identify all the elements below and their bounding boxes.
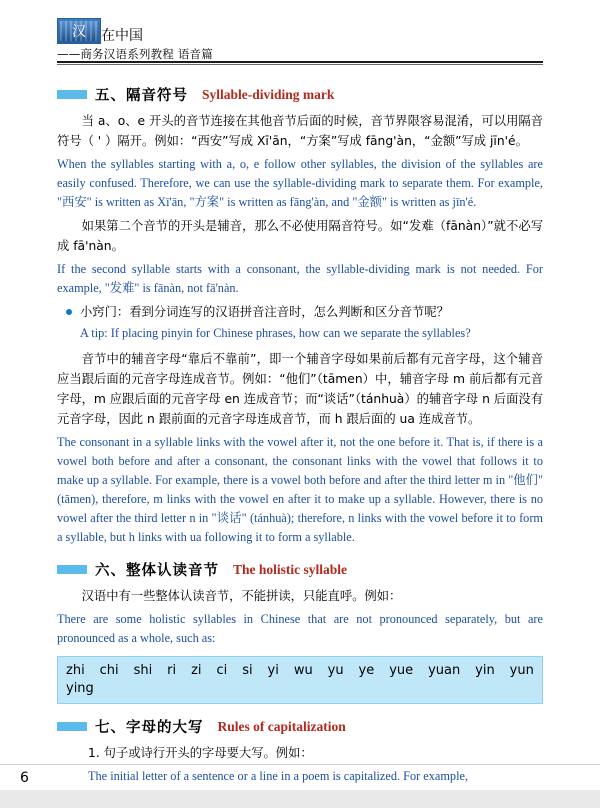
page-header [0,0,600,62]
header-divider-secondary [57,64,543,65]
section-syllable-dividing-mark [0,84,600,547]
page-content [0,72,600,790]
heading-accent-bar [57,722,87,731]
syllable-item: ye [358,663,375,678]
rules-list [0,743,600,763]
section-heading [57,559,600,580]
tip-text-en: A tip: If placing pinyin for Chinese phrases, how can we separate the syllables? [80,326,471,340]
page-footer [0,764,600,808]
section-title-cn: 六、整体认读音节 [95,563,219,579]
header-divider [57,61,543,63]
section-heading [57,84,600,105]
syllable-item: shi [133,663,153,678]
syllable-item: zhi [66,663,85,678]
syllable-item: chi [99,663,119,678]
holistic-syllable-strip [57,656,543,704]
syllable-item: yin [475,663,495,678]
paragraph-en: If the second syllable starts with a consonant, the syllable-dividing mark is not needed. For example, "发难" is fānàn, not fā'nàn. [57,262,543,295]
tip-text-cn: 小窍门：看到分词连写的汉语拼音注音时，怎么判断和区分音节呢？ [80,305,449,319]
syllable-item: zi [191,663,202,678]
section-title-cn: 七、字母的大写 [95,720,204,736]
syllable-item: yi [267,663,279,678]
section-title-en: Rules of capitalization [217,718,346,734]
heading-accent-bar [57,90,87,99]
syllable-item: yue [389,663,414,678]
syllable-item: ri [167,663,177,678]
paragraph-en: There are some holistic syllables in Chinese that are not pronounced separately, but are pronounced as a whole, such as: [57,612,543,645]
bullet-icon [66,309,72,315]
paragraph-en: The initial letter of a sentence or a line in a poem is capitalized. For example, [88,769,469,783]
paragraph-cn: 音节中的辅音字母“靠后不靠前”，即一个辅音字母如果前后都有元音字母，这个辅音应当跟后面的元音字母连成音节。例如：“他们”（tāmen）中，辅音字母 m 前后都有元音字母，m 应跟后面的元音字母 en 连成音节；而“谈话”（tánhuà）的辅音字母 n 后面没有元音字母，因此 n 跟前面的元音字母连成音节，而 h 跟后面的 ua 连成音节。 [57,352,543,426]
syllable-item: yu [327,663,344,678]
paragraph-cn: 汉语中有一些整体认读音节，不能拼读，只能直呼。例如： [81,589,402,603]
section-heading [57,716,600,737]
brand-logo-glyph: 汉 [60,21,98,41]
footer-band [0,790,600,808]
syllable-item: ci [216,663,228,678]
paragraph-cn: 如果第二个音节的开头是辅音，那么不必使用隔音符号。如“发难（fānàn）”就不必写成 fā'nàn。 [57,219,543,253]
syllable-item: si [242,663,253,678]
list-item: 1. 句子或诗行开头的字母要大写。例如： [88,746,313,760]
section-title-cn: 五、隔音符号 [95,88,188,104]
syllable-item: wu [293,663,313,678]
paragraph-en: The consonant in a syllable links with the vowel after it, not the one before it. That is, if there is a vowel both before and after a consonant, the consonant links with the vowel that follows it to make up a syllable. For example, there is a vowel both before and after the third letter m in "他们" (tāmen), therefore, m links with the vowel en after it to make up a syllable. However, there is no vowel after the third letter n in "谈话" (tánhuà); therefore, n links with the vowel before it to form a syllable, but h links with ua following it to form a syllable. [57,435,543,544]
section-title-en: Syllable-dividing mark [202,86,335,102]
syllable-item: yuan [428,663,461,678]
header-subtitle: ——商务汉语系列教程 语音篇 [57,47,213,61]
brand-logo-icon [57,18,101,44]
paragraph-cn: 当 a、o、e 开头的音节连接在其他音节后面的时候，音节界限容易混淆，可以用隔音符号（ ' ）隔开。例如：“西安”写成 Xī'ān，“方案”写成 fāng'àn，“金额”写成 jīn'é。 [57,114,543,148]
tip-block [80,302,543,343]
section-title-en: The holistic syllable [233,561,348,577]
heading-accent-bar [57,565,87,574]
paragraph-en: When the syllables starting with a, o, e follow other syllables, the division of the syllables are easily confused. Therefore, we can use the syllable-dividing mark to separate them. For example, "西安" is written as Xī'ān, "方案" is written as fāng'àn, and "金额" is written as jīn'é. [57,157,543,209]
syllable-item: ying [66,681,94,696]
brand-name: 在中国 [101,28,143,44]
page-number: 6 [20,770,29,786]
syllable-item: yun [509,663,534,678]
footer-divider [0,764,600,765]
section-holistic-syllable [0,559,600,704]
